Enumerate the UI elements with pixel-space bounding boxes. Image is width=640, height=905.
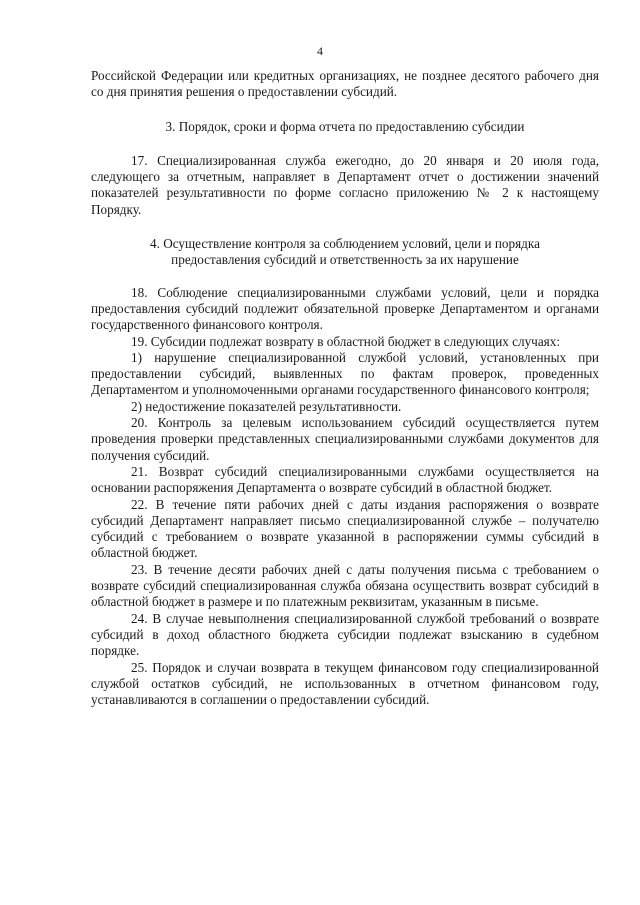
intro-paragraph: Российской Федерации или кредитных организациях, не позднее десятого рабочего дня со дня принятия решения о предоставлении субсидий. <box>91 68 599 100</box>
paragraph-23: 23. В течение десяти рабочих дней с даты получения письма с требованием о возврате субсидий специализированная служба обязана осуществить возврат субсидий в областной бюджет в размере и по платежным реквизитам, указанным в письме. <box>91 561 599 610</box>
paragraph-24: 24. В случае невыполнения специализированной службой требований о возврате субсидий в доход областного бюджета субсидии подлежат взысканию в судебном порядке. <box>91 610 599 659</box>
paragraph-19-item-2: 2) недостижение показателей результативности. <box>131 398 402 414</box>
page-number: 4 <box>317 44 323 58</box>
paragraph-19-item-1: 1) нарушение специализированной службой условий, установленных при предоставлении субсидий, выявленных по фактам проверок, проведенных Департаментом и уполномоченными органами государственного финансового контроля; <box>91 349 599 398</box>
section-3-heading: 3. Порядок, сроки и форма отчета по предоставлению субсидии <box>165 118 525 134</box>
paragraph-25: 25. Порядок и случаи возврата в текущем финансовом году специализированной службой остатков субсидий, не использованных в отчетном финансовом году, устанавливаются в соглашении о предоставлении субсидий. <box>91 659 599 708</box>
document-body <box>91 68 599 708</box>
paragraph-18: 18. Соблюдение специализированными службами условий, цели и порядка предоставления субсидий подлежит обязательной проверке Департаментом и органами государственного финансового контроля. <box>91 284 599 333</box>
paragraph-20: 20. Контроль за целевым использованием субсидий осуществляется путем проведения проверки представленных специализированными службами документов для получения субсидий. <box>91 415 599 463</box>
section-4-heading: 4. Осуществление контроля за соблюдением условий, цели и порядка предоставления субсидий и ответственность за их нарушение <box>150 236 540 268</box>
paragraph-19: 19. Субсидии подлежат возврату в областной бюджет в следующих случаях: <box>131 333 560 349</box>
paragraph-21: 21. Возврат субсидий специализированными службами осуществляется на основании распоряжения Департамента о возврате субсидий в областной бюджет. <box>91 463 599 496</box>
paragraph-17: 17. Специализированная служба ежегодно, до 20 января и 20 июля года, следующего за отчетным, направляет в Департамент отчет о достижении значений показателей результативности по форме согласно приложению № 2 к настоящему Порядку. <box>91 152 599 217</box>
paragraph-22: 22. В течение пяти рабочих дней с даты издания распоряжения о возврате субсидий Департамент направляет письмо специализированной службе – получателю субсидий с требованием о возврате указанной в распоряжении суммы субсидий в областной бюджет. <box>91 496 599 561</box>
